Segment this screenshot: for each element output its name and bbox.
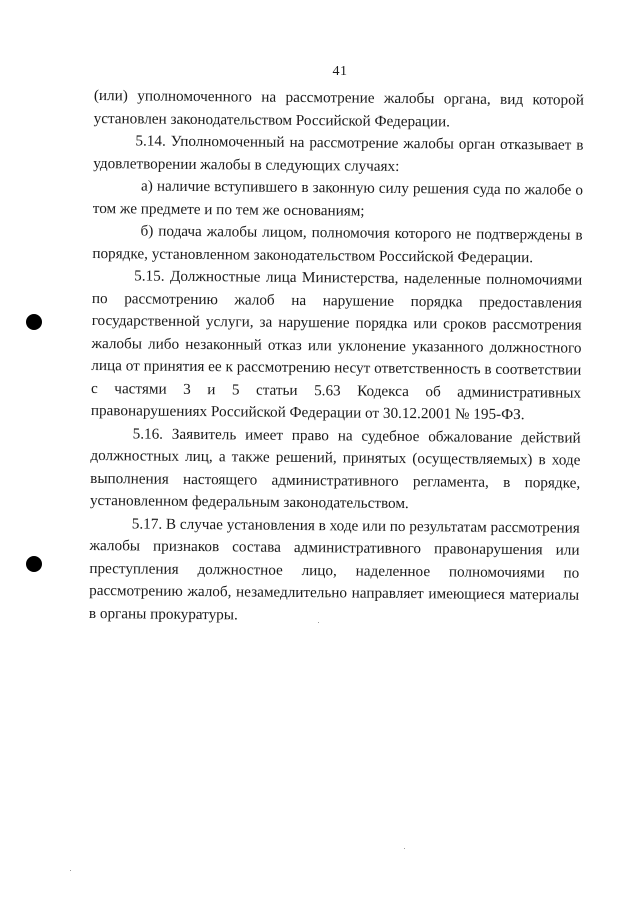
scan-speck	[404, 848, 405, 849]
paragraph-5-17: 5.17. В случае установления в ходе или по результатам рассмотрения жалобы признаков состава административного правонарушения или преступления должностное лицо, наделенное полномочиями по рассмотрению жалоб, незамедлительно направляет имеющиеся материалы в органы прокуратуры.	[88, 514, 580, 623]
paragraph-5-14-a: а) наличие вступившего в законную силу решения суда по жалобе о том же предмете и по тем же основаниям;	[92, 177, 584, 220]
paragraph-5-15: 5.15. Должностные лица Министерства, наделенные полномочиями по рассмотрению жалоб на нарушение порядка предоставления государственной услуги, за нарушение порядка или сроков рассмотрения жалобы либо незаконный отказ или уклонение указанного должностного лица от принятия ее к рассмотрению несут ответственность в соответствии с частями 3 и 5 статьи 5.63 Кодекса об административных правонарушениях Российской Федерации от 30.12.2001 № 195-ФЗ.	[90, 267, 583, 424]
document-body	[89, 85, 584, 630]
punch-hole-bottom	[26, 556, 42, 572]
paragraph-5-16: 5.16. Заявитель имеет право на судебное обжалование действий должностных лиц, а также решений, принятых (осуществляемых) в ходе выполнения настоящего административного регламента, в порядке, установленном федеральным законодательством.	[89, 424, 581, 513]
punch-hole-top	[26, 314, 42, 330]
paragraph-continuation: (или) уполномоченного на рассмотрение жалобы органа, вид которой установлен законодательством Российской Федерации.	[93, 86, 584, 130]
scan-speck	[70, 870, 71, 871]
scan-speck	[318, 622, 319, 623]
page-number: 41	[332, 64, 348, 79]
paragraph-5-14: 5.14. Уполномоченный на рассмотрение жалобы орган отказывает в удовлетворении жалобы в следующих случаях:	[93, 132, 584, 175]
paragraph-5-14-b: б) подача жалобы лицом, полномочия которого не подтверждены в порядке, установленном законодательством Российской Федерации.	[92, 222, 583, 266]
